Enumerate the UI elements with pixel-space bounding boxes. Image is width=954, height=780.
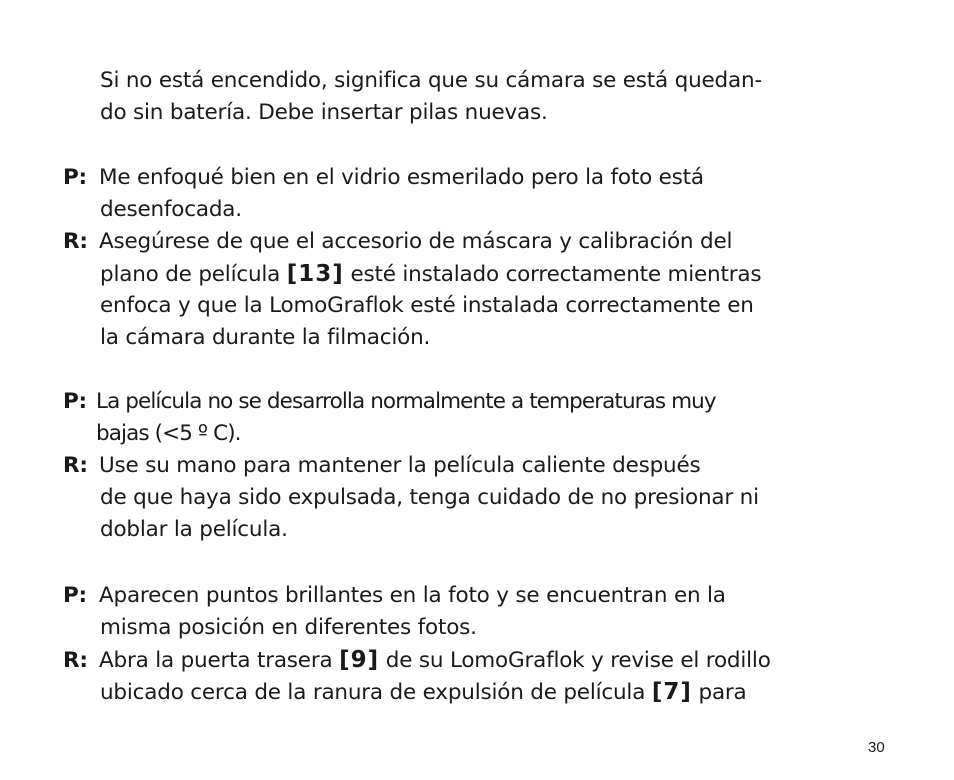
answer-3-text-after-ref-2: para xyxy=(698,680,747,705)
answer-3-text-before-ref-2: ubicado cerca de la ranura de expulsión de película xyxy=(100,680,646,705)
reference-7: [7] xyxy=(651,679,692,705)
answer-1-line-2 xyxy=(100,258,761,291)
question-1-line-1 xyxy=(63,162,704,194)
question-label: P: xyxy=(63,165,87,190)
answer-2-line-1 xyxy=(63,450,701,482)
page-number: 30 xyxy=(868,739,885,756)
question-1-text: Me enfoqué bien en el vidrio esmerilado pero la foto está xyxy=(99,165,704,190)
answer-1-text: Asegúrese de que el accesorio de máscara y calibración del xyxy=(99,229,733,254)
answer-1-line-3: enfoca y que la LomoGraflok esté instalada correctamente en xyxy=(100,293,754,318)
intro-line-1: Si no está encendido, significa que su cámara se está quedan- xyxy=(100,68,762,93)
answer-1-text-after-ref: esté instalado correctamente mientras xyxy=(350,262,762,287)
answer-2-line-3: doblar la película. xyxy=(100,517,288,542)
answer-2-line-2: de que haya sido expulsada, tenga cuidado de no presionar ni xyxy=(100,485,759,510)
question-label: P: xyxy=(63,583,87,608)
question-2-text: La película no se desarrolla normalmente a temperaturas muy xyxy=(96,389,716,414)
question-3-text: Aparecen puntos brillantes en la foto y se encuentran en la xyxy=(99,583,726,608)
answer-1-line-1 xyxy=(63,226,732,258)
answer-2-text: Use su mano para mantener la película caliente después xyxy=(99,453,701,478)
reference-9: [9] xyxy=(339,647,380,673)
answer-label: R: xyxy=(63,453,88,478)
question-3-line-1 xyxy=(63,580,726,612)
question-label: P: xyxy=(63,389,87,414)
question-3-line-2: misma posición en diferentes fotos. xyxy=(100,615,477,640)
question-1-line-2: desenfocada. xyxy=(100,197,242,222)
answer-3-text-after-ref: de su LomoGraflok y revise el rodillo xyxy=(385,648,771,673)
question-2-line-1 xyxy=(63,386,716,418)
answer-3-line-1 xyxy=(63,644,771,677)
intro-line-2: do sin batería. Debe insertar pilas nuevas. xyxy=(100,100,548,125)
answer-3-text-before-ref: Abra la puerta trasera xyxy=(99,648,333,673)
reference-13: [13] xyxy=(286,261,344,287)
answer-label: R: xyxy=(63,648,88,673)
question-2-line-2: bajas (<5 º C). xyxy=(96,421,241,446)
answer-1-text-before-ref: plano de película xyxy=(100,262,281,287)
answer-1-line-4: la cámara durante la filmación. xyxy=(100,325,431,350)
answer-label: R: xyxy=(63,229,88,254)
answer-3-line-2 xyxy=(100,676,747,709)
